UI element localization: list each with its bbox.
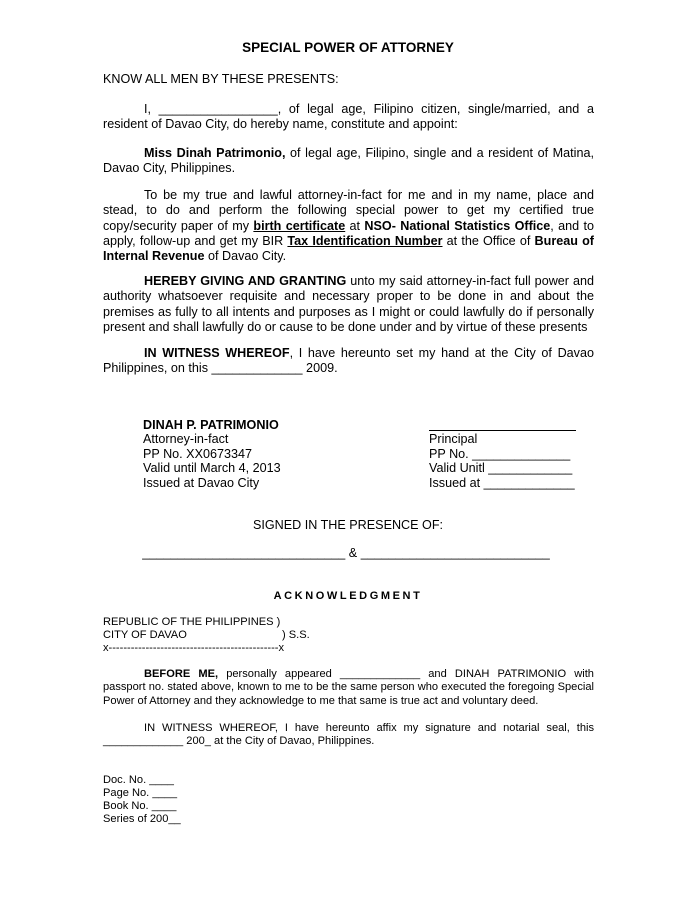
paragraph-granting xyxy=(103,274,594,335)
witness-signature-lines: _____________________________ & ___________________________ xyxy=(142,546,550,560)
document-title: SPECIAL POWER OF ATTORNEY xyxy=(242,40,454,55)
witness-whereof-text: , I have hereunto set my hand at the City of Davao Philippines, on this _____________ 2009. xyxy=(103,346,594,376)
powers-text-5: of Davao City. xyxy=(204,249,287,264)
powers-text-3: , and to apply, follow-up and get my BIR xyxy=(103,218,594,248)
attorney-role: Attorney-in-fact xyxy=(143,432,229,446)
appointee-name: Miss Dinah Patrimonio, xyxy=(144,146,286,160)
principal-issued: Issued at _____________ xyxy=(429,476,575,490)
paragraph-witness xyxy=(103,346,594,377)
principal-validity: Valid Unitl ____________ xyxy=(429,461,573,475)
birth-certificate-term: birth certificate xyxy=(253,218,346,233)
principal-role: Principal xyxy=(429,432,478,446)
paragraph-powers xyxy=(103,188,594,264)
venue-separator: x----------------------------------------------x xyxy=(103,642,285,654)
granting-heading: HEREBY GIVING AND GRANTING xyxy=(144,274,347,288)
greeting: KNOW ALL MEN BY THESE PRESENTS: xyxy=(103,72,339,86)
attorney-issued: Issued at Davao City xyxy=(143,476,260,490)
book-number: Book No. ____ xyxy=(103,800,177,812)
page-number: Page No. ____ xyxy=(103,787,178,799)
series-number: Series of 200__ xyxy=(103,813,181,825)
witness-heading: SIGNED IN THE PRESENCE OF: xyxy=(252,518,444,532)
attorney-validity: Valid until March 4, 2013 xyxy=(143,461,281,475)
appointee-details: of legal age, Filipino, single and a resident of Matina, Davao City, Philippines. xyxy=(103,146,594,176)
granting-text: unto my said attorney-in-fact full power and authority whatsoever requisite and necessary proper to be done in and about the premises as fully to all intents and purposes as I might or could lawfully do if personally present and shall lawfully do or cause to be done under and by virtue of these presents xyxy=(103,274,594,334)
before-me-heading: BEFORE ME, xyxy=(144,668,219,680)
venue-city: CITY OF DAVAO xyxy=(103,629,187,641)
principal-passport: PP No. ______________ xyxy=(429,447,571,461)
principal-signature-line xyxy=(429,430,576,431)
notarial-paragraph: IN WITNESS WHEREOF, I have hereunto affix my signature and notarial seal, this _____________ 200_ at the City of Davao, Philippines. xyxy=(103,722,594,748)
doc-number: Doc. No. ____ xyxy=(103,774,174,786)
paragraph-appointee xyxy=(103,146,594,177)
witness-whereof-heading: IN WITNESS WHEREOF xyxy=(144,346,290,360)
venue-ss: ) S.S. xyxy=(282,629,310,641)
powers-text-4: at the Office of xyxy=(442,233,535,248)
acknowledgment-text: personally appeared _____________ and DINAH PATRIMONIO with passport no. stated above, known to me to be the same person who executed the foregoing Special Power of Attorney and they acknowledge to me that same is true act and voluntary deed. xyxy=(103,668,594,707)
acknowledgment-paragraph xyxy=(103,668,594,708)
attorney-passport: PP No. XX0673347 xyxy=(143,447,252,461)
tin-term: Tax Identification Number xyxy=(287,233,443,248)
bir-term: Bureau of Internal Revenue xyxy=(103,233,594,264)
nso-term: NSO- National Statistics Office xyxy=(364,218,551,233)
powers-text-2: at xyxy=(345,218,365,233)
attorney-name: DINAH P. PATRIMONIO xyxy=(143,418,279,432)
acknowledgment-title: ACKNOWLEDGMENT xyxy=(273,590,423,602)
powers-text-1: To be my true and lawful attorney-in-fact for me and in my name, place and stead, to do and perform the following special power to get my certified true copy/security paper of my xyxy=(103,188,594,233)
venue-republic: REPUBLIC OF THE PHILIPPINES ) xyxy=(103,616,281,628)
paragraph-principal: I, _________________, of legal age, Filipino citizen, single/married, and a resident of Davao City, do hereby name, constitute and appoint: xyxy=(103,102,594,132)
